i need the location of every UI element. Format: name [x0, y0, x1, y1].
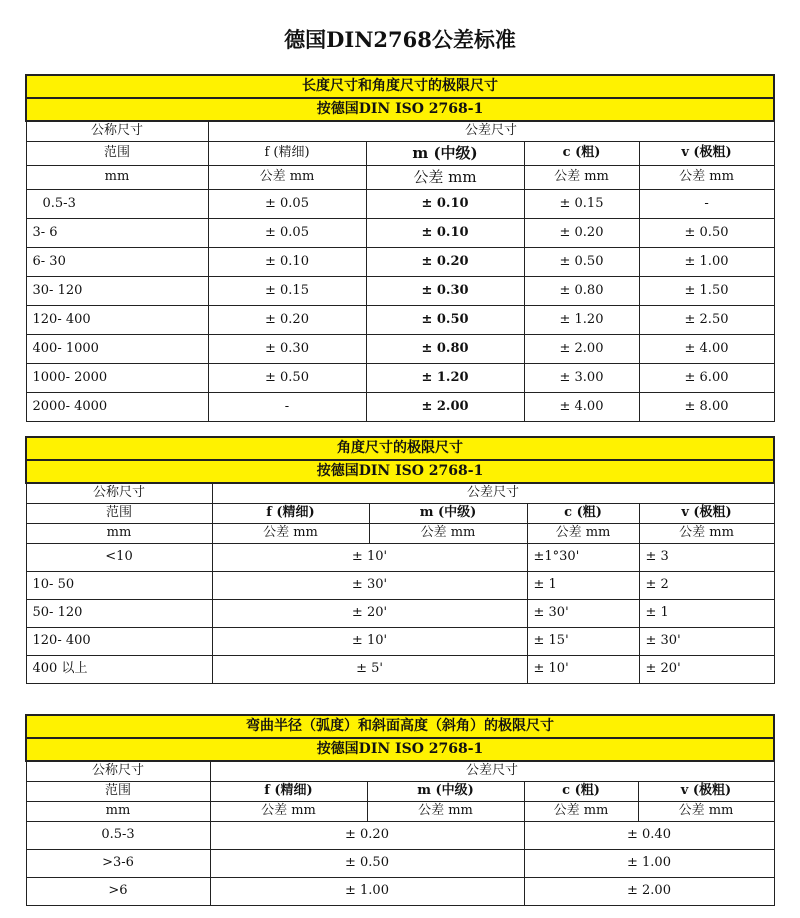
header-tol-f: 公差 mm [210, 802, 367, 822]
header-tol-f: 公差 mm [212, 524, 369, 544]
tol-c-cell: ± 3.00 [524, 364, 639, 393]
tol-c-cell: ±1°30' [527, 544, 639, 572]
header-nominal: 公称尺寸 [26, 761, 210, 782]
tol-v-cell: ± 2 [639, 572, 774, 600]
tol-f-cell: ± 0.30 [208, 335, 366, 364]
tol-f-cell: ± 0.20 [208, 306, 366, 335]
range-cell: 0.5-3 [26, 190, 208, 219]
header-unit: mm [26, 802, 210, 822]
table-title: 长度尺寸和角度尺寸的极限尺寸 [26, 75, 774, 98]
tol-m-cell: ± 1.20 [366, 364, 524, 393]
range-cell: 1000- 2000 [26, 364, 208, 393]
header-tol-m: 公差 mm [369, 524, 527, 544]
tol-v-cell: ± 0.50 [639, 219, 774, 248]
range-cell: 2000- 4000 [26, 393, 208, 422]
header-tolerance: 公差尺寸 [212, 483, 774, 504]
tol-f-cell: ± 0.15 [208, 277, 366, 306]
tol-v-cell: ± 1.50 [639, 277, 774, 306]
range-cell: 400- 1000 [26, 335, 208, 364]
tol-v-cell: ± 1.00 [639, 248, 774, 277]
tol-m-cell: ± 2.00 [366, 393, 524, 422]
tol-v-cell: ± 4.00 [639, 335, 774, 364]
header-tol-v: 公差 mm [639, 166, 774, 190]
header-tolerance: 公差尺寸 [210, 761, 774, 782]
range-cell: >3-6 [26, 850, 210, 878]
tol-c-cell: ± 0.80 [524, 277, 639, 306]
tol-m-cell: ± 0.80 [366, 335, 524, 364]
tol-c-cell: ± 15' [527, 628, 639, 656]
range-cell: >6 [26, 878, 210, 906]
table-subtitle: 按德国DIN ISO 2768-1 [26, 460, 774, 483]
range-cell: 400 以上 [26, 656, 212, 684]
header-grade-m: m (中级) [366, 142, 524, 166]
table-row [26, 335, 774, 364]
range-cell: 120- 400 [26, 306, 208, 335]
header-grade-m: m (中级) [367, 782, 524, 802]
header-grade-c: c (粗) [524, 782, 638, 802]
table-row [26, 190, 774, 219]
tol-v-cell: - [639, 190, 774, 219]
table-row [26, 572, 774, 600]
range-cell: 0.5-3 [26, 822, 210, 850]
tol-m-cell: ± 0.10 [366, 219, 524, 248]
header-tol-m: 公差 mm [366, 166, 524, 190]
header-tol-f: 公差 mm [208, 166, 366, 190]
tol-c-cell: ± 1.20 [524, 306, 639, 335]
tol-c-cell: ± 1 [527, 572, 639, 600]
tol-m-cell: ± 0.10 [366, 190, 524, 219]
range-cell: 10- 50 [26, 572, 212, 600]
table-subtitle: 按德国DIN ISO 2768-1 [26, 738, 774, 761]
header-nominal: 公称尺寸 [26, 121, 208, 142]
table-subtitle: 按德国DIN ISO 2768-1 [26, 98, 774, 121]
header-grade-m: m (中级) [369, 504, 527, 524]
tol-m-cell: ± 0.50 [366, 306, 524, 335]
header-grade-f: f (精细) [208, 142, 366, 166]
table-row [26, 248, 774, 277]
tol-v-cell: ± 20' [639, 656, 774, 684]
header-tol-c: 公差 mm [524, 166, 639, 190]
table-row [26, 656, 774, 684]
tol-fm-cell: ± 1.00 [210, 878, 524, 906]
header-grade-f: f (精细) [210, 782, 367, 802]
range-cell: 120- 400 [26, 628, 212, 656]
range-cell: <10 [26, 544, 212, 572]
table-title: 角度尺寸的极限尺寸 [26, 437, 774, 460]
length-angle-limits-table [25, 74, 775, 422]
table-row [26, 277, 774, 306]
header-grade-v: v (极粗) [639, 142, 774, 166]
range-cell: 3- 6 [26, 219, 208, 248]
range-cell: 30- 120 [26, 277, 208, 306]
tol-fm-cell: ± 30' [212, 572, 527, 600]
table-row [26, 822, 774, 850]
tol-m-cell: ± 0.30 [366, 277, 524, 306]
tol-v-cell: ± 2.50 [639, 306, 774, 335]
table-row [26, 306, 774, 335]
range-cell: 6- 30 [26, 248, 208, 277]
table-row [26, 364, 774, 393]
tol-cv-cell: ± 2.00 [524, 878, 774, 906]
header-range: 范围 [26, 782, 210, 802]
tol-f-cell: ± 0.05 [208, 219, 366, 248]
tol-v-cell: ± 6.00 [639, 364, 774, 393]
page-title: 德国DIN2768公差标准 [284, 27, 516, 52]
table-row [26, 628, 774, 656]
table-row [26, 544, 774, 572]
tol-cv-cell: ± 1.00 [524, 850, 774, 878]
tol-fm-cell: ± 20' [212, 600, 527, 628]
tol-c-cell: ± 0.15 [524, 190, 639, 219]
header-tolerance: 公差尺寸 [208, 121, 774, 142]
tol-f-cell: ± 0.05 [208, 190, 366, 219]
table-row [26, 393, 774, 422]
header-nominal: 公称尺寸 [26, 483, 212, 504]
tol-c-cell: ± 4.00 [524, 393, 639, 422]
table-title: 弯曲半径（弧度）和斜面高度（斜角）的极限尺寸 [26, 715, 774, 738]
header-grade-f: f (精细) [212, 504, 369, 524]
tol-c-cell: ± 30' [527, 600, 639, 628]
bend-radius-chamfer-limits-table [25, 714, 775, 906]
tol-c-cell: ± 10' [527, 656, 639, 684]
tol-c-cell: ± 0.20 [524, 219, 639, 248]
tol-fm-cell: ± 0.50 [210, 850, 524, 878]
angle-limits-table [25, 436, 775, 684]
header-unit: mm [26, 166, 208, 190]
header-tol-v: 公差 mm [639, 524, 774, 544]
header-grade-v: v (极粗) [639, 504, 774, 524]
header-grade-v: v (极粗) [638, 782, 774, 802]
header-tol-c: 公差 mm [524, 802, 638, 822]
tol-f-cell: ± 0.10 [208, 248, 366, 277]
header-unit: mm [26, 524, 212, 544]
tol-m-cell: ± 0.20 [366, 248, 524, 277]
header-tol-c: 公差 mm [527, 524, 639, 544]
range-cell: 50- 120 [26, 600, 212, 628]
header-grade-c: c (粗) [524, 142, 639, 166]
table-row [26, 219, 774, 248]
header-range: 范围 [26, 142, 208, 166]
header-grade-c: c (粗) [527, 504, 639, 524]
tol-fm-cell: ± 10' [212, 628, 527, 656]
tol-fm-cell: ± 5' [212, 656, 527, 684]
table-row [26, 878, 774, 906]
tol-v-cell: ± 1 [639, 600, 774, 628]
tol-c-cell: ± 2.00 [524, 335, 639, 364]
header-tol-v: 公差 mm [638, 802, 774, 822]
tol-v-cell: ± 30' [639, 628, 774, 656]
table-row [26, 600, 774, 628]
tol-f-cell: - [208, 393, 366, 422]
tol-v-cell: ± 8.00 [639, 393, 774, 422]
tol-c-cell: ± 0.50 [524, 248, 639, 277]
tol-fm-cell: ± 0.20 [210, 822, 524, 850]
header-tol-m: 公差 mm [367, 802, 524, 822]
tol-cv-cell: ± 0.40 [524, 822, 774, 850]
header-range: 范围 [26, 504, 212, 524]
tol-f-cell: ± 0.50 [208, 364, 366, 393]
table-row [26, 850, 774, 878]
tol-v-cell: ± 3 [639, 544, 774, 572]
tol-fm-cell: ± 10' [212, 544, 527, 572]
